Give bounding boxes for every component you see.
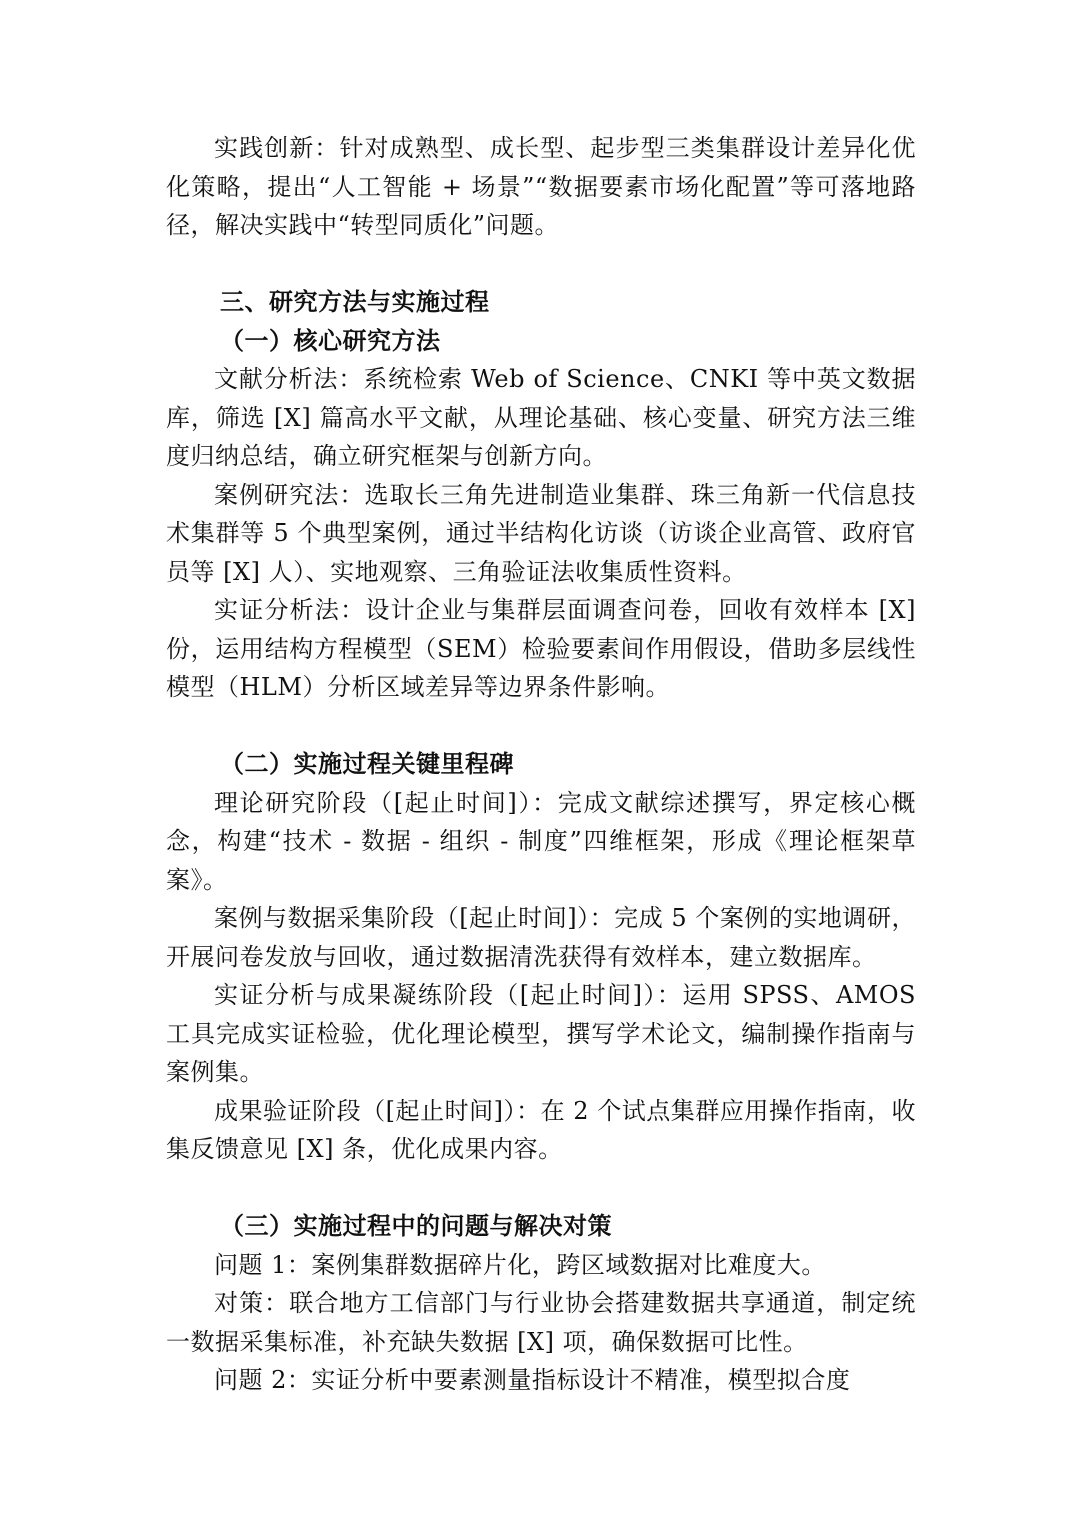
paragraph-solution-1: 对策：联合地方工信部门与行业协会搭建数据共享通道，制定统一数据采集标准，补充缺失数据 [X] 项，确保数据可比性。 — [166, 1289, 916, 1356]
paragraph-literature-analysis: 文献分析法：系统检索 Web of Science、CNKI 等中英文数据库，筛选 [X] 篇高水平文献，从理论基础、核心变量、研究方法三维度归纳总结，确立研究框架与创新方向。 — [166, 365, 916, 470]
paragraph-milestone-theory: 理论研究阶段（[起止时间]）：完成文献综述撰写，界定核心概念，构建“技术 - 数据 - 组织 - 制度”四维框架，形成《理论框架草案》。 — [166, 788, 916, 894]
paragraph-milestone-empirical: 实证分析与成果凝练阶段（[起止时间]）：运用 SPSS、AMOS 工具完成实证检验，优化理论模型，撰写学术论文，编制操作指南与案例集。 — [166, 981, 916, 1086]
section-title-methods: 三、研究方法与实施过程 — [220, 287, 490, 316]
paragraph-problem-1: 问题 1：案例集群数据碎片化，跨区域数据对比难度大。 — [214, 1250, 826, 1279]
spacer — [166, 245, 916, 284]
document-page — [166, 129, 916, 1400]
subsection-title-core-methods: （一）核心研究方法 — [220, 325, 441, 355]
paragraph-milestone-validation: 成果验证阶段（[起止时间]）：在 2 个试点集群应用操作指南，收集反馈意见 [X] 条，优化成果内容。 — [166, 1096, 916, 1163]
paragraph-case-study: 案例研究法：选取长三角先进制造业集群、珠三角新一代信息技术集群等 5 个典型案例，通过半结构化访谈（访谈企业高管、政府官员等 [X] 人）、实地观察、三角验证法收集质性资料。 — [166, 480, 916, 586]
spacer — [166, 707, 916, 746]
paragraph-milestone-data-collection: 案例与数据采集阶段（[起止时间]）：完成 5 个案例的实地调研，开展问卷发放与回收，通过数据清洗获得有效样本，建立数据库。 — [166, 904, 916, 971]
subsection-title-milestones: （二）实施过程关键里程碑 — [220, 749, 514, 778]
paragraph-empirical-analysis: 实证分析法：设计企业与集群层面调查问卷，回收有效样本 [X] 份，运用结构方程模型（SEM）检验要素间作用假设，借助多层线性模型（HLM）分析区域差异等边界条件影响。 — [166, 596, 916, 701]
paragraph-practice-innovation: 实践创新：针对成熟型、成长型、起步型三类集群设计差异化优化策略，提出“人工智能 + 场景”“数据要素市场化配置”等可落地路径，解决实践中“转型同质化”问题。 — [166, 134, 916, 239]
spacer — [166, 1169, 916, 1208]
subsection-title-problems: （三）实施过程中的问题与解决对策 — [220, 1211, 612, 1240]
paragraph-problem-2: 问题 2：实证分析中要素测量指标设计不精准，模型拟合度 — [214, 1366, 851, 1394]
